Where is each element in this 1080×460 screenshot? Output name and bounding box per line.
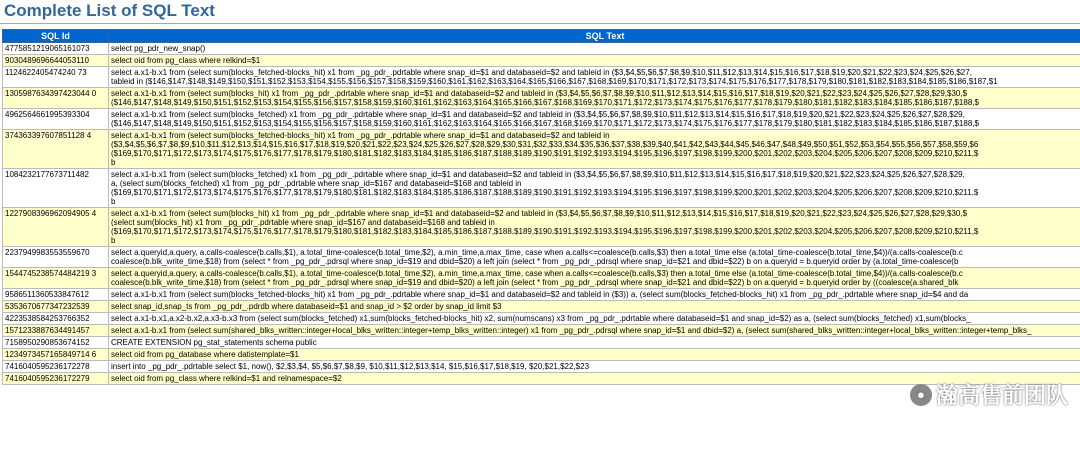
sql-text-line: select a.queryid,a.query, a.calls-coalesce(b.calls,$1), a.total_time-coalesce(b.total_time,$2), a.min_time,a.max_time, case when a.calls<=coalesce(b.calls,$3) then a.total_time else (a.total_time-coalesce(b.total_time,$4))/(a.calls-coalesce(b.c xyxy=(111,248,963,257)
sql-id-cell: 1084232177673711482 xyxy=(3,169,109,208)
sql-text-cell xyxy=(109,247,1080,268)
sql-text-line: (select sum(blocks_hit) x1 from _pg_pdr_.pdrtable where snap_id=$167 and databaseid=$168 and tableid in xyxy=(111,218,495,227)
sql-text-line: b xyxy=(111,236,116,245)
sql-id-cell: 7416040595236172279 xyxy=(3,373,109,385)
sql-id-cell: 9030489696644053110 xyxy=(3,55,109,67)
sql-text-cell xyxy=(109,43,1080,55)
sql-text-line: ($146,$147,$148,$149,$150,$151,$152,$153,$154,$155,$156,$157,$158,$159,$160,$161,$162,$163,$164,$165,$166,$167,$168,$169,$170,$171,$172,$173,$174,$175,$176,$177,$178,$179,$180,$181,$182,$183,$184,$185,$186,$187,$188,$ xyxy=(111,98,979,107)
table-row xyxy=(3,337,1080,349)
sql-id-cell: 1305987634397423044 0 xyxy=(3,88,109,109)
sql-text-line: tableid in ($146,$147,$148,$149,$150,$151,$152,$153,$154,$155,$156,$157,$158,$159,$160,$161,$162,$163,$164,$165,$166,$167,$168,$169,$170,$171,$172,$173,$174,$175,$176,$177,$178,$179,$180,$181,$182,$183,$184,$185,$186,$187,$1 xyxy=(111,77,998,86)
sql-text-line: select a.x1-b.x1 from (select sum(blocks_hit) x1 from _pg_pdr_.pdrtable where snap_id=$1 and databaseid=$2 and tableid in ($3,$4,$5,$6,$7,$8,$9,$10,$11,$12,$13,$14,$15,$16,$17,$18,$19,$20,$21,$22,$23,$24,$25,$26,$27,$28,$29,$30,$ xyxy=(111,209,968,218)
sql-text-cell xyxy=(109,361,1080,373)
watermark xyxy=(910,379,1068,410)
sql-text-line: ($169,$170,$171,$172,$173,$174,$175,$176,$177,$178,$179,$180,$181,$182,$183,$184,$185,$186,$187,$188,$189,$190,$191,$192,$193,$194,$195,$196,$197,$198,$199,$200,$201,$202,$203,$204,$205,$206,$207,$208,$209,$210,$211,$ xyxy=(111,149,979,158)
sql-text-line: select a.x1-b.x1,a.x2-b.x2,a.x3-b.x3 from (select sum(blocks_fetched) x1,sum(blocks_fetched-blocks_hit) x2, sum(numscans) x3 from _pg_pdr_.pdrtable where databaseid=$1 and snap_id=$2) as a, (select sum(blocks_fetched) x1,sum(blocks_ xyxy=(111,314,971,323)
column-header-sql-id: SQL Id xyxy=(3,30,109,43)
sql-text-line: select a.queryid,a.query, a.calls-coalesce(b.calls,$1), a.total_time-coalesce(b.total_time,$2), a.min_time,a.max_time, case when a.calls<=coalesce(b.calls,$3) then a.total_time else (a.total_time-coalesce(b.total_time,$4))/(a.calls-coalesce(b.c xyxy=(111,269,963,278)
sql-text-cell xyxy=(109,268,1080,289)
sql-id-cell: 4775851219065161073 xyxy=(3,43,109,55)
table-row xyxy=(3,43,1080,55)
sql-text-line: b xyxy=(111,197,116,206)
sql-text-cell xyxy=(109,313,1080,325)
table-row xyxy=(3,361,1080,373)
sql-text-line: select a.x1-b.x1 from (select sum(shared_blks_written::integer+local_blks_written::integer+temp_blks_written::integer) x1 from _pg_pdr_.pdrsql where snap_id=$1 and dbid=$2) a, (select sum(shared_blks_written::integer+local_blks_written::integer+temp_blks_ xyxy=(111,326,1032,335)
sql-text-cell xyxy=(109,208,1080,247)
sql-text-cell xyxy=(109,67,1080,88)
sql-text-line: select a.x1-b.x1 from (select sum(blocks_fetched) x1 from _pg_pdr_.pdrtable where snap_id=$1 and databaseid=$2 and tableid in ($3,$4,$5,$6,$7,$8,$9,$10,$11,$12,$13,$14,$15,$16,$17,$18,$19,$20,$21,$22,$23,$24,$25,$26,$27,$28,$29, xyxy=(111,170,965,179)
table-row xyxy=(3,88,1080,109)
sql-text-line: select a.x1-b.x1 from (select sum(blocks_fetched) x1 from _pg_pdr_.pdrtable where snap_id=$1 and databaseid=$2 and tableid in ($3,$4,$5,$6,$7,$8,$9,$10,$11,$12,$13,$14,$15,$16,$17,$18,$19,$20,$21,$22,$23,$24,$25,$26,$27,$28,$29, xyxy=(111,110,965,119)
sql-id-cell: 1227908396962094905 4 xyxy=(3,208,109,247)
page-title: Complete List of SQL Text xyxy=(0,0,1080,24)
table-row xyxy=(3,325,1080,337)
sql-text-cell xyxy=(109,337,1080,349)
sql-id-cell: 1544745238574484219 3 xyxy=(3,268,109,289)
sql-text-line: select a.x1-b.x1 from (select sum(blocks_fetched-blocks_hit) x1 from _pg_pdr_.pdrtable where snap_id=$1 and databaseid=$2 and tableid in ($3)) a, (select sum(blocks_fetched-blocks_hit) x1 from _pg_pdr_.pdrtable where snap_id=$4 and da xyxy=(111,290,969,299)
sql-text-line: select a.x1-b.x1 from (select sum(blocks_fetched-blocks_hit) x1 from _pg_pdr_.pdrtable where snap_id=$1 and databaseid=$2 and tableid in ($3,$4,$5,$6,$7,$8,$9,$10,$11,$12,$13,$14,$15,$16,$17,$18,$19,$20,$21,$22,$23,$24,$25,$26,$27, xyxy=(111,68,972,77)
sql-text-cell xyxy=(109,109,1080,130)
sql-id-cell: 374363397607851128 4 xyxy=(3,130,109,169)
table-row xyxy=(3,349,1080,361)
table-row xyxy=(3,67,1080,88)
sql-text-line: a, (select sum(blocks_fetched) x1 from _pg_pdr_.pdrtable where snap_id=$167 and databaseid=$168 and tableid in xyxy=(111,179,522,188)
sql-text-line: select a.x1-b.x1 from (select sum(blocks_hit) x1 from _pg_pdr_.pdrtable where snap_id=$1 and databaseid=$2 and tableid in ($3,$4,$5,$6,$7,$8,$9,$10,$11,$12,$13,$14,$15,$16,$17,$18,$19,$20,$21,$22,$23,$24,$25,$26,$27,$28,$29,$30,$ xyxy=(111,89,968,98)
sql-text-line: ($169,$170,$171,$172,$173,$174,$175,$176,$177,$178,$179,$180,$181,$182,$183,$184,$185,$186,$187,$188,$189,$190,$191,$192,$193,$194,$195,$196,$197,$198,$199,$200,$201,$202,$203,$204,$205,$206,$207,$208,$209,$210,$211,$ xyxy=(111,188,979,197)
sql-id-cell: 7158950290853674152 xyxy=(3,337,109,349)
sql-text-cell xyxy=(109,88,1080,109)
sql-id-cell: 4223538584253766352 xyxy=(3,313,109,325)
sql-id-cell: 1571233887634491457 xyxy=(3,325,109,337)
sql-id-cell: 1124622405474240 73 xyxy=(3,67,109,88)
sql-text-cell xyxy=(109,169,1080,208)
sql-text-table xyxy=(2,29,1080,385)
table-row xyxy=(3,130,1080,169)
sql-id-cell: 9586511360533847612 xyxy=(3,289,109,301)
table-row xyxy=(3,289,1080,301)
sql-id-cell: 1234973457165849714 6 xyxy=(3,349,109,361)
sql-text-line: insert into _pg_pdr_.pdrtable select $1, now(), $2,$3,$4, $5,$6,$7,$8,$9, $10,$11,$12,$13,$14, $15,$16,$17,$18,$19, $20,$21,$22,$23 xyxy=(111,362,590,371)
sql-id-cell: 2237949983553559670 xyxy=(3,247,109,268)
sql-text-cell xyxy=(109,55,1080,67)
table-row xyxy=(3,109,1080,130)
column-header-sql-text: SQL Text xyxy=(109,30,1080,43)
table-row xyxy=(3,169,1080,208)
table-body xyxy=(3,43,1080,385)
sql-text-line: ($169,$170,$171,$172,$173,$174,$175,$176,$177,$178,$179,$180,$181,$182,$183,$184,$185,$186,$187,$188,$189,$190,$191,$192,$193,$194,$195,$196,$197,$198,$199,$200,$201,$202,$203,$204,$205,$206,$207,$208,$209,$210,$211,$ xyxy=(111,227,979,236)
table-row xyxy=(3,301,1080,313)
sql-text-line: select oid from pg_class where relkind=$1 and relnamespace=$2 xyxy=(111,374,342,383)
sql-text-cell xyxy=(109,130,1080,169)
sql-id-cell: 7416040595236172278 xyxy=(3,361,109,373)
sql-text-line: ($3,$4,$5,$6,$7,$8,$9,$10,$11,$12,$13,$14,$15,$16,$17,$18,$19,$20,$21,$22,$23,$24,$25,$26,$27,$28,$29,$30,$31,$32,$33,$34,$35,$36,$37,$38,$39,$40,$41,$42,$43,$44,$45,$46,$47,$48,$49,$50,$51,$52,$53,$54,$55,$56,$57,$58,$59,$6 xyxy=(111,140,979,149)
table-header-row xyxy=(3,30,1080,43)
sql-text-line: select oid from pg_class where relkind=$1 xyxy=(111,56,261,65)
sql-text-line: select a.x1-b.x1 from (select sum(blocks_fetched-blocks_hit) x1 from _pg_pdr_.pdrtable where snap_id=$1 and databaseid=$2 and tableid in xyxy=(111,131,610,140)
sql-text-line: b xyxy=(111,158,116,167)
sql-id-cell: 4962564661995393304 xyxy=(3,109,109,130)
wechat-icon: ● xyxy=(910,384,932,406)
table-row xyxy=(3,313,1080,325)
table-row xyxy=(3,208,1080,247)
sql-text-line: select snap_id,snap_ts from _pg_pdr_.pdrdb where databaseid=$1 and snap_id > $2 order by snap_id limit $3 xyxy=(111,302,502,311)
table-row xyxy=(3,268,1080,289)
watermark-text: 瀚高售前团队 xyxy=(935,383,1068,408)
sql-text-line: coalesce(b.blk_write_time,$18) from (select * from _pg_pdr_.pdrsql where snap_id=$19 and dbid=$20) a left join (select * from _pg_pdr_.pdrsql where snap_id=$21 and dbid=$22) b on a.queryid = b.queryid order by (a.total_time-coalesce(b xyxy=(111,257,959,266)
table-row xyxy=(3,55,1080,67)
sql-text-cell xyxy=(109,289,1080,301)
sql-id-cell: 5353670677347232539 xyxy=(3,301,109,313)
table-row xyxy=(3,247,1080,268)
sql-text-line: ($146,$147,$148,$149,$150,$151,$152,$153,$154,$155,$156,$157,$158,$159,$160,$161,$162,$163,$164,$165,$166,$167,$168,$169,$170,$171,$172,$173,$174,$175,$176,$177,$178,$179,$180,$181,$182,$183,$184,$185,$186,$187,$188,$ xyxy=(111,119,979,128)
sql-text-line: CREATE EXTENSION pg_stat_statements schema public xyxy=(111,338,317,347)
sql-text-line: select pg_pdr_new_snap() xyxy=(111,44,206,53)
sql-text-cell xyxy=(109,349,1080,361)
sql-text-cell xyxy=(109,301,1080,313)
sql-text-line: select oid from pg_database where datistemplate=$1 xyxy=(111,350,299,359)
sql-text-cell xyxy=(109,325,1080,337)
sql-text-line: coalesce(b.blk_write_time,$18) from (select * from _pg_pdr_.pdrsql where snap_id=$19 and dbid=$20) a left join (select * from _pg_pdr_.pdrsql where snap_id=$21 and dbid=$22) b on a.queryid = b.queryid order by ((coalesce(a.shared_blk xyxy=(111,278,959,287)
